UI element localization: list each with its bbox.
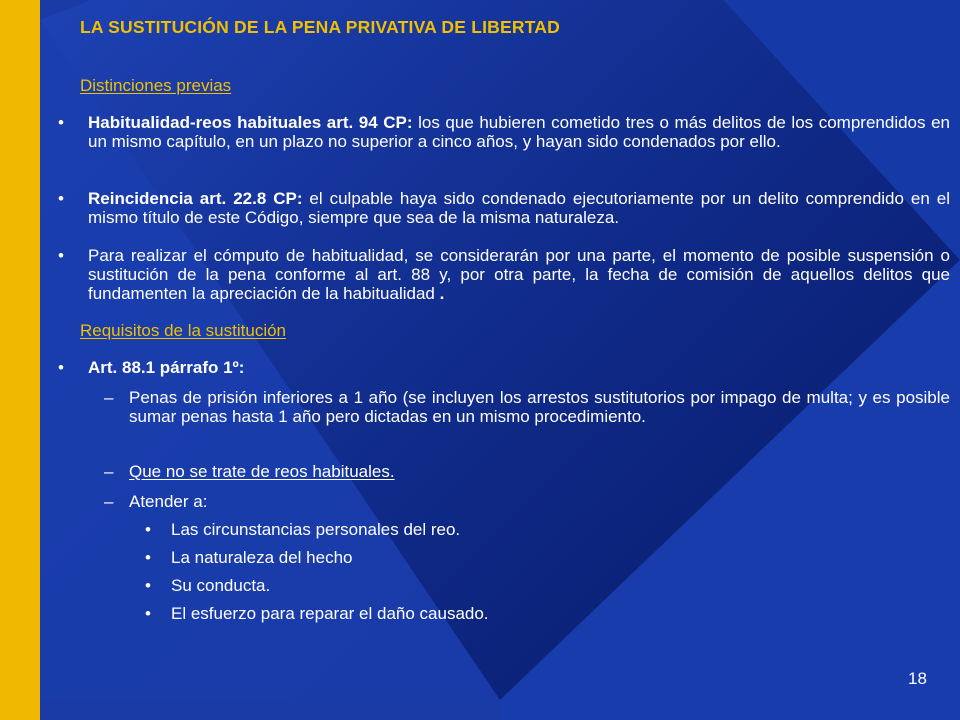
sub-item-atender	[104, 492, 950, 511]
bullet-bold-term: Reincidencia art. 22.8 CP:	[88, 189, 303, 208]
sub-item-text: Que no se trate de reos habituales.	[129, 462, 395, 481]
bullet-dot: •	[58, 358, 64, 377]
article-label: Art. 88.1 párrafo 1º:	[88, 358, 245, 377]
section-heading-distinctions: Distinciones previas	[80, 76, 232, 95]
page-number: 18	[908, 669, 927, 688]
bullet-dot: •	[58, 189, 64, 208]
attend-item-circunstancias	[145, 520, 871, 539]
bullet-text: el culpable haya sido condenado ejecutoriamente por un delito comprendido en el mismo título de este Código, siempre que sea de la misma naturaleza.	[88, 189, 950, 227]
bullet-dot: •	[145, 520, 151, 539]
bullet-text: los que hubieren cometido tres o más delitos de los comprendidos en un mismo capítulo, en un plazo no superior a cinco años, y hayan sido condenados por ello.	[88, 113, 950, 151]
sub-item-habituales	[104, 462, 950, 481]
attend-item-esfuerzo	[145, 604, 871, 623]
attend-item-text: Las circunstancias personales del reo.	[171, 520, 461, 539]
bullet-dot: •	[145, 548, 151, 567]
attend-item-naturaleza	[145, 548, 871, 567]
bullet-dot: •	[58, 246, 64, 265]
bullet-habitualidad	[58, 113, 950, 151]
bullet-bold-end: .	[434, 284, 445, 303]
attend-item-text: La naturaleza del hecho	[171, 548, 353, 567]
slide-title: LA SUSTITUCIÓN DE LA PENA PRIVATIVA DE LIBERTAD	[80, 17, 560, 37]
bullet-dot: •	[58, 113, 64, 132]
bullet-text: Para realizar el cómputo de habitualidad, se considerarán por una parte, el momento de posible suspensión o sustitución de la pena conforme al art. 88 y, por otra parte, la fecha de comisión de aquellos delitos que fundamenten la apreciación de la habitualidad	[88, 246, 950, 303]
dash-marker: –	[104, 388, 114, 407]
sub-item-penas	[104, 388, 950, 426]
dash-marker: –	[104, 462, 114, 481]
bullet-reincidencia	[58, 189, 950, 227]
attend-item-conducta	[145, 576, 871, 595]
attend-item-text: Su conducta.	[171, 576, 271, 595]
bullet-dot: •	[145, 604, 151, 623]
bullet-computo	[58, 246, 950, 303]
section-heading-requirements: Requisitos de la sustitución	[80, 321, 287, 340]
sub-item-text: Penas de prisión inferiores a 1 año (se incluyen los arrestos sustitutorios por impago de multa; y es posible sumar penas hasta 1 año pero dictadas en un mismo procedimiento.	[129, 388, 950, 426]
bullet-dot: •	[145, 576, 151, 595]
dash-marker: –	[104, 492, 114, 511]
bullet-bold-term: Habitualidad-reos habituales art. 94 CP:	[88, 113, 413, 132]
sub-item-text: Atender a:	[129, 492, 208, 511]
bullet-article	[58, 358, 950, 377]
attend-item-text: El esfuerzo para reparar el daño causado.	[171, 604, 489, 623]
